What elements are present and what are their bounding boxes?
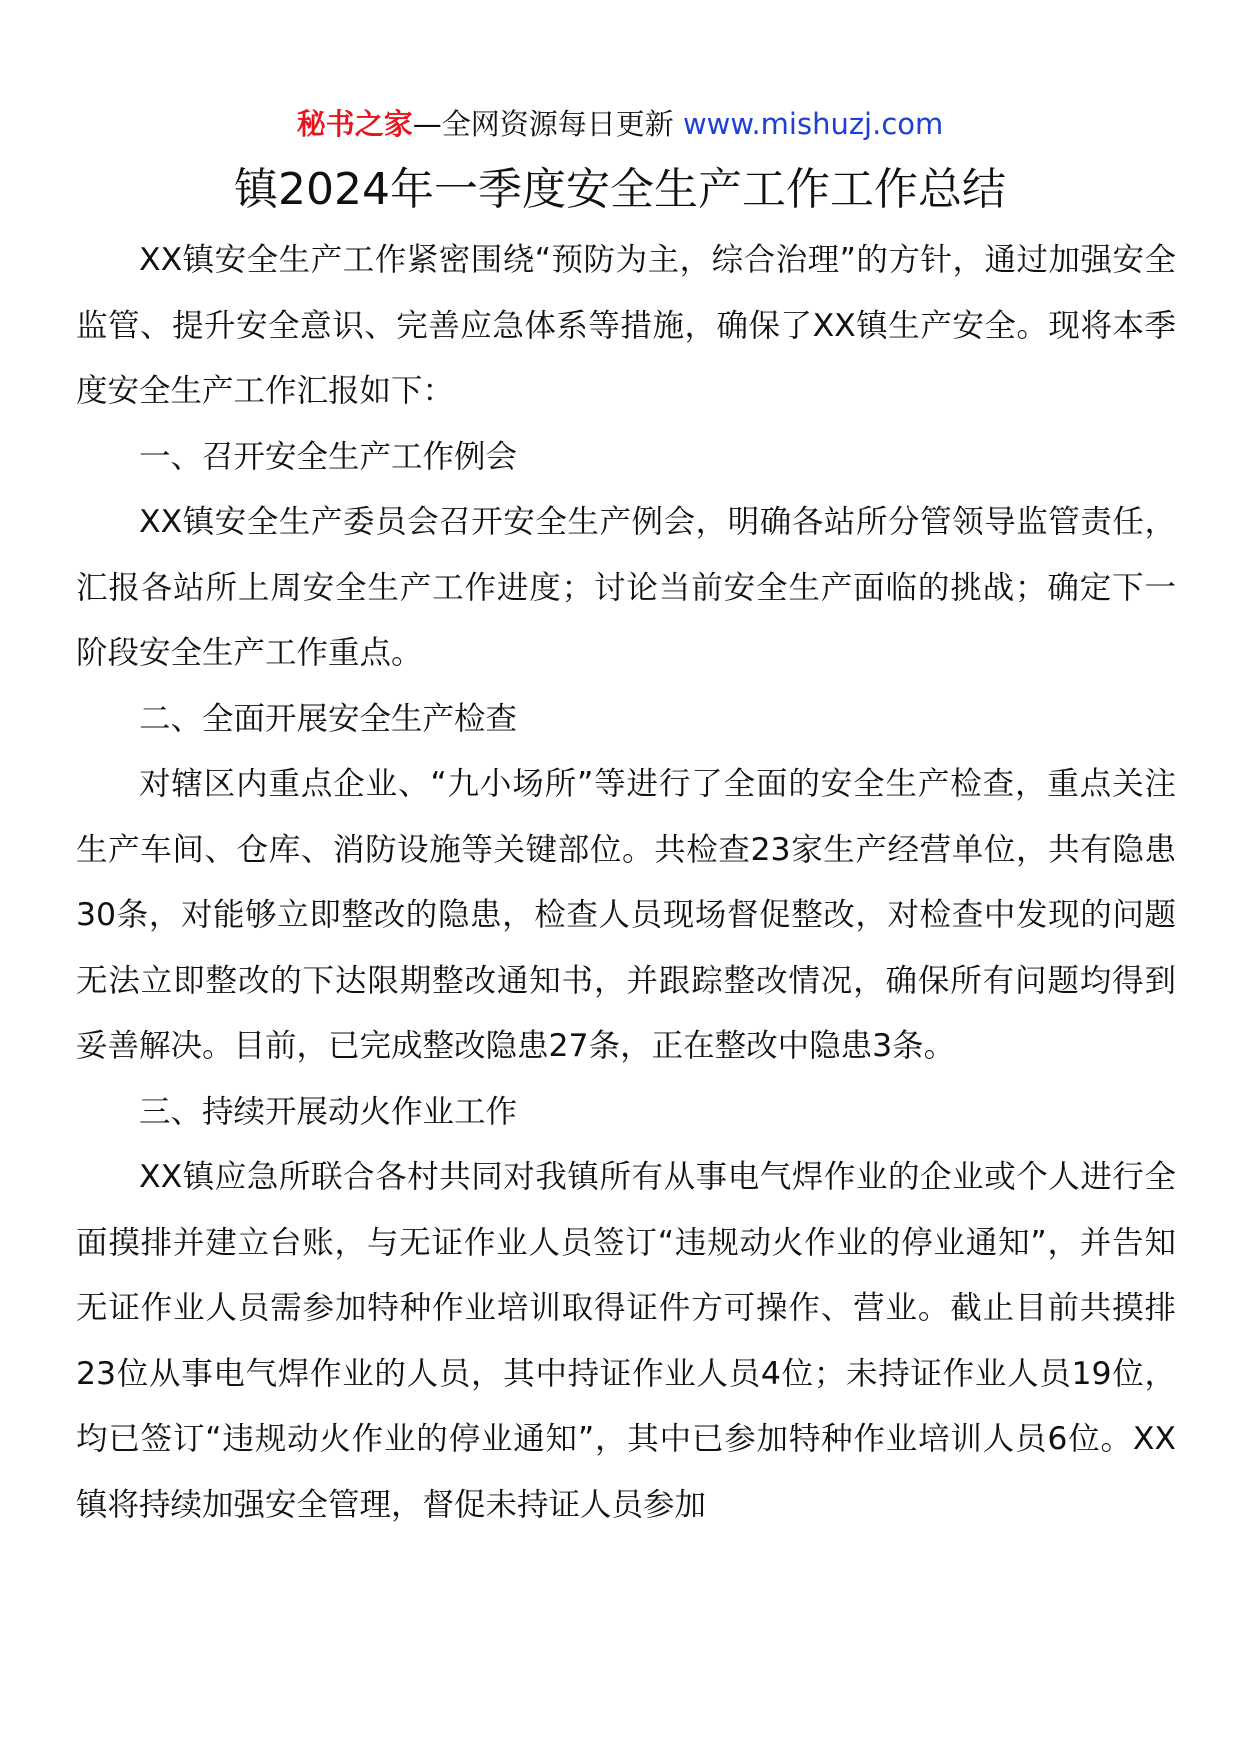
paragraph-section-2: 对辖区内重点企业、“九小场所”等进行了全面的安全生产检查，重点关注生产车间、仓库、消防设施等关键部位。共检查23家生产经营单位，共有隐患30条，对能够立即整改的隐患，检查人员现场督促整改，对检查中发现的问题无法立即整改的下达限期整改通知书，并跟踪整改情况，确保所有问题均得到妥善解决。目前，已完成整改隐患27条，正在整改中隐患3条。: [76, 766, 1176, 1064]
paragraph-section-3: XX镇应急所联合各村共同对我镇所有从事电气焊作业的企业或个人进行全面摸排并建立台账，与无证作业人员签订“违规动火作业的停业通知”，并告知无证作业人员需参加特种作业培训取得证件方可操作、营业。截止目前共摸排23位从事电气焊作业的人员，其中持证作业人员4位；未持证作业人员19位，均已签订“违规动火作业的停业通知”，其中已参加特种作业培训人员6位。XX镇将持续加强安全管理，督促未持证人员参加: [76, 1159, 1176, 1523]
site-header: [0, 104, 1240, 144]
paragraph-section-1: XX镇安全生产委员会召开安全生产例会，明确各站所分管领导监管责任，汇报各站所上周安全生产工作进度；讨论当前安全生产面临的挑战；确定下一阶段安全生产工作重点。: [76, 504, 1176, 671]
section-heading-3: 三、持续开展动火作业工作: [139, 1093, 518, 1130]
document-title: 镇2024年一季度安全生产工作工作总结: [234, 164, 1006, 215]
section-heading-2: 二、全面开展安全生产检查: [139, 700, 518, 737]
section-heading-1: 一、召开安全生产工作例会: [139, 438, 518, 475]
header-tagline: —全网资源每日更新: [412, 107, 683, 141]
paragraph-intro: XX镇安全生产工作紧密围绕“预防为主，综合治理”的方针，通过加强安全监管、提升安全意识、完善应急体系等措施，确保了XX镇生产安全。现将本季度安全生产工作汇报如下：: [76, 242, 1176, 409]
site-url-link[interactable]: www.mishuzj.com: [682, 107, 944, 141]
brand-name: 秘书之家: [296, 107, 413, 141]
document-body: [76, 228, 1176, 1538]
